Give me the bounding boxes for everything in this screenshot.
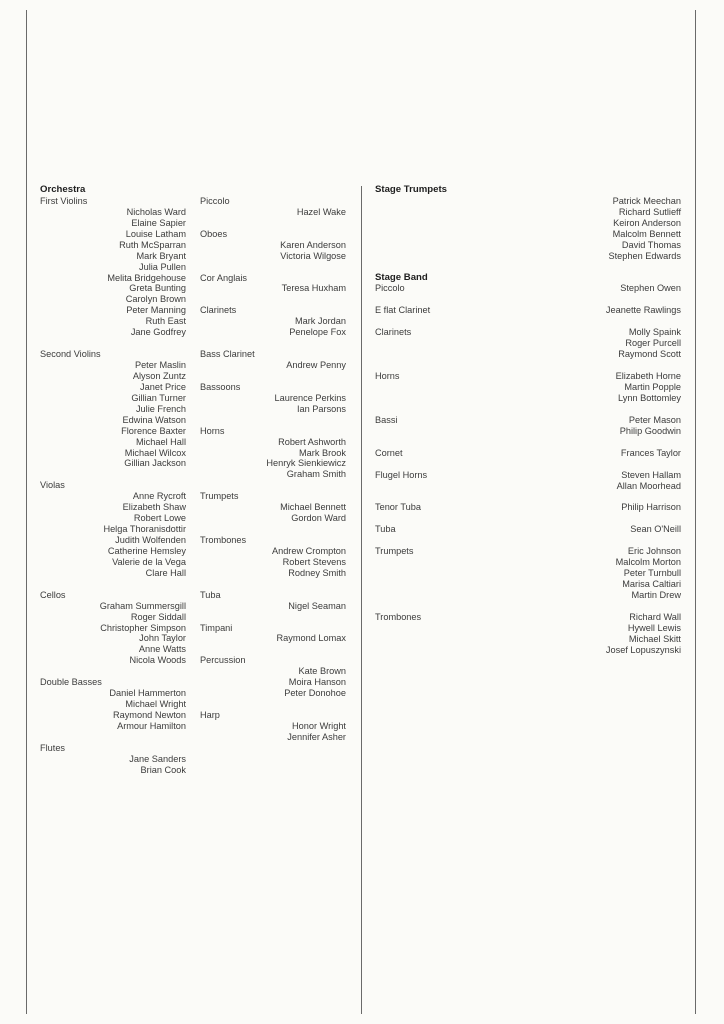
musician-name: Ian Parsons [296,403,346,414]
musician-name: Daniel Hammerton [109,688,186,699]
section-label: Bassi [375,414,398,425]
musician-name: Gillian Jackson [124,458,186,469]
musician-name: Nicola Woods [129,655,186,666]
musician-name: Clare Hall [145,567,186,578]
name-row [375,470,681,481]
section-spacer [200,218,346,229]
name-list [200,546,346,579]
section-stage-band [375,327,681,360]
stage-trumpets-list [375,196,681,262]
musician-name: Karen Anderson [280,239,346,250]
section-spacer [375,601,681,612]
name-row [375,579,681,590]
section-col2 [200,590,346,612]
musician-name: Stephen Owen [620,283,681,294]
musician-name: Roger Siddall [130,611,186,622]
musician-name: Greta Bunting [129,283,186,294]
musician-name: John Taylor [139,633,186,644]
musician-name: Philip Goodwin [619,425,681,436]
musician-name: Helga Thoranisdottir [103,524,186,535]
section-spacer [200,415,346,426]
name-list [40,360,186,469]
section-stage-band [375,305,681,316]
section-label: Trombones [375,611,422,622]
musician-name: Hywell Lewis [627,622,681,633]
musician-name: Judith Wolfenden [115,535,186,546]
musician-name: Peter Donohoe [284,688,346,699]
section-label: Trumpets [375,546,414,557]
musician-name: Brian Cook [140,764,186,775]
orchestra-heading: Orchestra [40,184,86,195]
section-col2 [200,305,346,338]
section-label: Cellos [40,589,66,600]
center-divider-rule [361,186,362,1014]
name-row [375,327,681,338]
orchestra-strings-column [40,185,186,776]
musician-name: Christopher Simpson [100,622,186,633]
section-stage-band [375,502,681,513]
section-stage-band [375,546,681,601]
section-label: Tuba [200,589,221,600]
section-col2 [200,426,346,481]
name-list [200,666,346,699]
musician-name: Lynn Bottomley [618,392,681,403]
name-list [200,601,346,612]
name-row [375,546,681,557]
section-label: Tuba [375,524,396,535]
section-spacer [375,491,681,502]
musician-name: Kate Brown [298,666,346,677]
section-label: E flat Clarinet [375,305,431,316]
musician-name: Elizabeth Shaw [122,502,186,513]
musician-name: David Thomas [621,239,681,250]
name-row [375,590,681,601]
musician-name: Josef Lopuszynski [605,644,681,655]
section-stage-band [375,612,681,656]
section-col2 [200,196,346,218]
section-spacer [375,404,681,415]
musician-name: Rodney Smith [288,567,346,578]
musician-name: Robert Ashworth [278,436,346,447]
section-label: Trumpets [200,491,239,502]
name-list [200,207,346,218]
musician-name: Ruth McSparran [119,239,186,250]
section-spacer [200,612,346,623]
musician-name: Michael Wilcox [124,447,186,458]
section-col1 [40,196,186,338]
musician-name: Keiron Anderson [613,217,681,228]
musician-name: Catherine Hemsley [107,545,186,556]
musician-name: Janet Price [140,381,186,392]
section-label: Cor Anglais [200,272,247,283]
musician-name: Roger Purcell [625,338,681,349]
section-spacer [375,459,681,470]
section-spacer [40,469,186,480]
section-label: Bassoons [200,381,241,392]
name-row [375,502,681,513]
musician-name: Marisa Caltiari [622,579,681,590]
section-label: Cornet [375,447,403,458]
section-label: Flugel Horns [375,469,428,480]
musician-name: Henryk Sienkiewicz [266,458,346,469]
musician-name: Moira Hanson [288,677,346,688]
musician-name: Anne Watts [138,644,186,655]
section-col2 [200,382,346,415]
section-col1 [40,480,186,578]
section-label: Clarinets [375,327,412,338]
musician-name: Alyson Zuntz [132,370,186,381]
section-label: Second Violins [40,349,101,360]
section-label: Trombones [200,535,247,545]
musician-name: Elizabeth Horne [615,371,681,382]
section-col2 [200,229,346,262]
musician-name: Peter Turnbull [623,568,681,579]
name-list [200,633,346,644]
section-col2 [200,273,346,295]
musician-name: Florence Baxter [121,425,186,436]
section-spacer [40,338,186,349]
name-row [375,393,681,404]
name-row [375,645,681,656]
section-col1 [40,590,186,667]
musician-name: Mark Brook [299,447,346,458]
name-row [375,426,681,437]
section-spacer [375,360,681,371]
spacer [375,262,681,273]
section-col2 [200,710,346,743]
section-label: Clarinets [200,305,237,316]
musician-name: Hazel Wake [296,206,346,217]
name-list [200,393,346,415]
section-spacer [375,535,681,546]
section-stage-band [375,470,681,492]
name-list [200,283,346,294]
musician-name: Carolyn Brown [125,294,186,305]
musician-name: Molly Spaink [628,327,681,338]
name-list [40,491,186,579]
name-row [375,382,681,393]
name-list [40,601,186,667]
musician-name: Victoria Wilgose [280,250,346,261]
musician-name: Jane Godfrey [130,327,186,338]
name-row [375,305,681,316]
name-list [200,360,346,371]
stage-band-heading: Stage Band [375,271,428,283]
musician-name: Robert Stevens [282,556,346,567]
section-label: Violas [40,480,65,491]
musician-name: Richard Wall [629,611,681,622]
name-list [200,316,346,338]
name-row [375,568,681,579]
section-spacer [375,294,681,305]
stage-band-sections [375,283,681,655]
musician-name: Penelope Fox [289,327,346,338]
section-spacer [200,699,346,710]
musician-name: Michael Skitt [628,633,681,644]
musician-name: Jeanette Rawlings [605,305,681,316]
musician-name: Martin Popple [624,382,681,392]
musician-name: Gordon Ward [291,513,346,524]
name-list [200,240,346,262]
section-label: First Violins [40,195,88,206]
musician-name: Eric Johnson [627,546,681,557]
section-spacer [200,294,346,305]
musician-name: Malcolm Morton [615,557,681,568]
musician-name: Laurence Perkins [274,392,346,403]
musician-name: Peter Mason [628,414,681,425]
name-list [200,721,346,743]
stage-column [375,185,681,656]
section-spacer [200,371,346,382]
name-row [375,338,681,349]
orchestra-winds-column [200,185,346,743]
name-row [375,371,681,382]
musician-name: Nicholas Ward [126,206,186,217]
section-stage-band [375,524,681,535]
section-spacer [375,437,681,448]
musician-name: Raymond Newton [112,710,186,721]
musician-name: Louise Latham [125,228,186,239]
name-row [375,524,681,535]
musician-name: Martin Drew [631,590,681,601]
section-col1 [40,677,186,732]
musician-name: Graham Smith [286,469,346,480]
section-spacer [40,579,186,590]
section-stage-band [375,415,681,437]
section-label: Oboes [200,228,228,239]
section-spacer [375,513,681,524]
section-stage-band [375,448,681,459]
musician-name: Patrick Meechan [612,195,681,206]
stage-trumpets-heading: Stage Trumpets [375,184,447,195]
section-col2 [200,623,346,645]
section-col1 [40,743,186,776]
musician-name: Michael Bennett [280,502,346,513]
heading-spacer [200,185,346,196]
section-col2 [200,349,346,371]
section-label: Harp [200,710,220,720]
section-spacer [200,644,346,655]
musician-name: Elaine Sapier [131,217,186,228]
musician-name: Nigel Seaman [288,600,346,611]
musician-name: Peter Maslin [134,360,186,371]
name-row [375,481,681,492]
musician-name: Frances Taylor [620,447,681,458]
section-spacer [40,666,186,677]
name-row [375,283,681,294]
section-spacer [375,316,681,327]
musician-name: Michael Wright [125,699,186,710]
musician-name: Edwina Watson [122,414,186,425]
right-margin-rule [695,10,696,1014]
musician-name: Jennifer Asher [287,731,346,742]
musician-name: Julia Pullen [139,261,186,272]
musician-name: Mark Bryant [136,250,186,261]
name-row [375,349,681,360]
musician-name: Armour Hamilton [117,720,186,731]
name-list [40,754,186,776]
section-label: Tenor Tuba [375,502,421,513]
section-col2 [200,535,346,579]
section-label: Horns [375,371,400,382]
section-spacer [200,524,346,535]
musician-name: Melita Bridgehouse [107,272,186,283]
musician-name: Julie French [135,403,186,414]
musician-name: Robert Lowe [133,513,186,524]
name-row [375,612,681,623]
section-spacer [200,579,346,590]
musician-name: Teresa Huxham [281,283,346,294]
name-list [200,502,346,524]
musician-name: Raymond Lomax [276,633,346,644]
section-spacer [200,338,346,349]
section-label: Horns [200,425,225,436]
musician-name: Honor Wright [292,720,346,731]
name-list [40,207,186,338]
musician-name: Andrew Penny [286,360,346,370]
name-row [375,448,681,459]
left-margin-rule [26,10,27,1014]
musician-name: Malcolm Bennett [612,228,681,239]
musician-name: Mark Jordan [294,316,346,327]
section-label: Timpani [200,622,233,633]
section-spacer [200,480,346,491]
musician-name: Richard Sutlieff [618,206,681,217]
musician-name: Anne Rycroft [132,491,186,502]
musician-name: Michael Hall [135,436,186,447]
section-stage-band [375,371,681,404]
musician-name: Steven Hallam [621,469,681,480]
musician-name: Ruth East [145,316,186,327]
name-list [200,437,346,481]
name-row [375,623,681,634]
section-spacer [40,732,186,743]
section-col2 [200,491,346,524]
musician-name: Jane Sanders [129,753,186,764]
section-label: Piccolo [375,283,405,294]
name-row [375,557,681,568]
musician-name: Valerie de la Vega [112,556,186,567]
section-spacer [200,262,346,273]
section-label: Bass Clarinet [200,349,255,360]
section-label: Piccolo [200,195,230,206]
section-col2 [200,655,346,699]
section-label: Double Basses [40,677,102,688]
name-row [375,415,681,426]
musician-name: Peter Manning [126,305,186,316]
section-stage-band [375,283,681,294]
musician-name: Sean O'Neill [630,524,681,535]
section-label: Flutes [40,742,66,753]
section-col1 [40,349,186,469]
musician-name: Raymond Scott [618,349,681,360]
name-row [375,634,681,645]
musician-name: Gillian Turner [131,392,186,403]
musician-name: Allan Moorhead [616,480,681,491]
musician-name: Graham Summersgill [99,600,186,611]
musician-name: Philip Harrison [621,502,681,513]
musician-name: Stephen Edwards [608,250,681,261]
section-label: Percussion [200,655,246,666]
musician-name: Andrew Crompton [271,545,346,556]
name-list [40,688,186,732]
